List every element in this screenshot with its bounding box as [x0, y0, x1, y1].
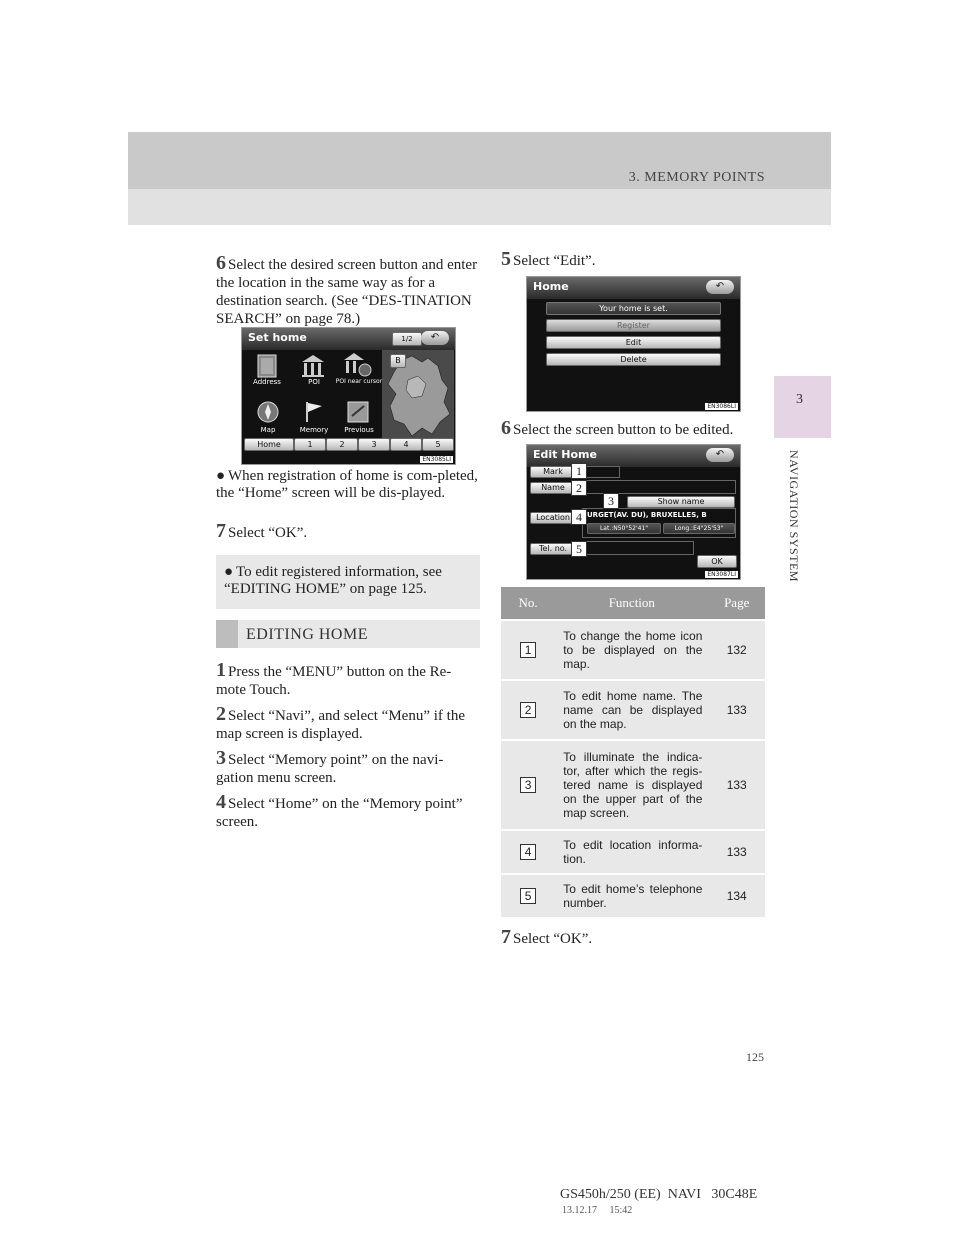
poi-near-cursor-label[interactable]: POI near cursor	[335, 378, 383, 385]
screen-title: Edit Home	[533, 448, 597, 461]
table-header-row	[501, 587, 765, 619]
step-text: Select “Edit”.	[513, 253, 596, 269]
bullet-text: When registration of home is com-pleted, the “Home” screen will be dis-played.	[216, 468, 478, 501]
back-button[interactable]: ↶	[706, 280, 734, 294]
previous-label[interactable]: Previous	[344, 426, 374, 434]
step-5-right	[501, 250, 765, 270]
step-number: 6	[501, 417, 511, 439]
row-function: To edit home name. The name can be displayed on the map.	[555, 681, 708, 739]
step-number: 5	[501, 248, 511, 270]
compass-icon	[256, 400, 280, 424]
note-text: To edit registered information, see “EDITING HOME” on page 125.	[224, 564, 442, 597]
longitude-text: Long.:E4°25'53"	[663, 523, 735, 534]
mark-field	[582, 466, 620, 478]
home-screen	[526, 276, 741, 412]
callout-2: 2	[571, 480, 587, 496]
back-button[interactable]: ↶	[421, 331, 449, 345]
row-page: 132	[708, 621, 765, 679]
table-row	[501, 875, 765, 917]
tab-1[interactable]: 1	[294, 438, 326, 451]
step-text: Select the screen button to be edited.	[513, 422, 734, 438]
step-number: 1	[216, 659, 226, 681]
row-no-cell	[501, 621, 555, 679]
step-text: Press the “MENU” button on the Re-mote Touch.	[216, 664, 452, 698]
image-code: EN3086LI	[707, 403, 736, 410]
building-icon	[300, 354, 326, 378]
poi-near-cursor-icon	[342, 352, 372, 378]
print-timestamp: 13.12.17 15:42	[562, 1205, 633, 1216]
row-no-cell	[501, 831, 555, 873]
row-page: 134	[708, 875, 765, 917]
image-code: EN3087LI	[707, 571, 736, 578]
edit-button[interactable]: Edit	[546, 336, 721, 349]
step-number: 7	[501, 926, 511, 948]
name-field	[582, 480, 736, 494]
row-function: To edit home’s telephone number.	[555, 875, 708, 917]
row-page: 133	[708, 741, 765, 829]
map-marker-b: B	[390, 354, 406, 368]
tel-button[interactable]: Tel. no.	[530, 543, 576, 555]
model-code: GS450h/250 (EE) NAVI 30C48E	[560, 1187, 758, 1202]
step-number: 2	[216, 703, 226, 725]
section-title: 3. MEMORY POINTS	[628, 170, 765, 185]
header-subband	[128, 189, 831, 225]
address-label[interactable]: Address	[253, 378, 281, 386]
row-function: To illuminate the indica-tor, after which the regis-tered name is displayed on the upper part of the map screen.	[555, 741, 708, 829]
tab-4[interactable]: 4	[390, 438, 422, 451]
chapter-number: 3	[796, 392, 803, 407]
page-indicator[interactable]: 1/2	[392, 332, 422, 346]
memory-label[interactable]: Memory	[299, 426, 329, 434]
poi-label[interactable]: POI	[308, 378, 320, 386]
row-no-cell	[501, 875, 555, 917]
tel-field	[582, 541, 694, 555]
row-page: 133	[708, 831, 765, 873]
delete-button[interactable]: Delete	[546, 353, 721, 366]
step-7-left	[216, 522, 480, 542]
row-no-cell	[501, 681, 555, 739]
function-table	[501, 585, 765, 919]
name-button[interactable]: Name	[530, 482, 576, 494]
step-text: Select the desired screen button and enter the location in the same way as for a destination search. (See “DES-TINATION SEARCH” on page 78.)	[216, 257, 478, 327]
heading-text: EDITING HOME	[246, 626, 368, 643]
flag-icon	[302, 400, 326, 424]
chapter-label: NAVIGATION SYSTEM	[787, 450, 801, 582]
bullet-home-registered	[216, 468, 480, 502]
step-6-left	[216, 254, 480, 328]
latitude-text: Lat.:N50°52'41"	[587, 523, 661, 534]
step-number: 6	[216, 252, 226, 274]
step-4	[216, 793, 480, 831]
header-function: Function	[555, 587, 708, 619]
location-button[interactable]: Location	[530, 512, 576, 524]
tab-2[interactable]: 2	[326, 438, 358, 451]
bullet-dot-icon: ●	[216, 468, 226, 484]
set-home-screen	[241, 327, 456, 465]
step-3	[216, 749, 480, 787]
callout-3: 3	[603, 493, 619, 509]
step-6-right	[501, 419, 765, 439]
step-number: 3	[216, 747, 226, 769]
tab-home[interactable]: Home	[244, 438, 294, 451]
note-box	[216, 555, 480, 609]
row-number: 3	[520, 777, 536, 793]
step-text: Select “Navi”, and select “Menu” if the map screen is displayed.	[216, 708, 465, 742]
step-2	[216, 705, 480, 743]
row-page: 133	[708, 681, 765, 739]
table-row	[501, 831, 765, 873]
back-button[interactable]: ↶	[706, 448, 734, 462]
row-number: 2	[520, 702, 536, 718]
header-no: No.	[501, 587, 555, 619]
callout-1: 1	[571, 463, 587, 479]
step-text: Select “Home” on the “Memory point” screen.	[216, 796, 463, 830]
row-number: 5	[520, 888, 536, 904]
header-page: Page	[708, 587, 765, 619]
heading-square	[216, 620, 238, 648]
note-text-wrap	[224, 564, 474, 598]
step-number: 4	[216, 791, 226, 813]
screen-title: Set home	[248, 331, 307, 344]
table-row	[501, 681, 765, 739]
callout-5: 5	[571, 541, 587, 557]
tab-5[interactable]: 5	[422, 438, 454, 451]
bullet-dot-icon: ●	[224, 564, 234, 580]
row-function: To change the home icon to be displayed on the map.	[555, 621, 708, 679]
screen-title: Home	[533, 280, 569, 293]
tab-3[interactable]: 3	[358, 438, 390, 451]
table-row	[501, 621, 765, 679]
row-number: 1	[520, 642, 536, 658]
step-7-right	[501, 928, 765, 948]
image-code: EN3085LI	[422, 456, 451, 463]
callout-4: 4	[571, 509, 587, 525]
edit-home-screen	[526, 444, 741, 580]
address-text: URGET(AV. DU), BRUXELLES, B	[587, 511, 707, 519]
address-book-icon	[256, 354, 278, 378]
register-button[interactable]: Register	[546, 319, 721, 332]
row-function: To edit location informa-tion.	[555, 831, 708, 873]
show-name-button[interactable]: Show name	[627, 496, 735, 508]
page-number: 125	[746, 1050, 764, 1064]
table-row	[501, 741, 765, 829]
ok-button[interactable]: OK	[697, 555, 737, 568]
step-text: Select “OK”.	[228, 525, 308, 541]
step-1	[216, 661, 480, 699]
step-text: Select “Memory point” on the navi-gation menu screen.	[216, 752, 444, 786]
map-label[interactable]: Map	[260, 426, 276, 434]
step-number: 7	[216, 520, 226, 542]
row-number: 4	[520, 844, 536, 860]
step-text: Select “OK”.	[513, 931, 593, 947]
section-heading	[216, 620, 480, 648]
mark-button[interactable]: Mark	[530, 466, 576, 478]
previous-icon	[346, 400, 370, 424]
home-status-message: Your home is set.	[546, 302, 721, 315]
row-no-cell	[501, 741, 555, 829]
